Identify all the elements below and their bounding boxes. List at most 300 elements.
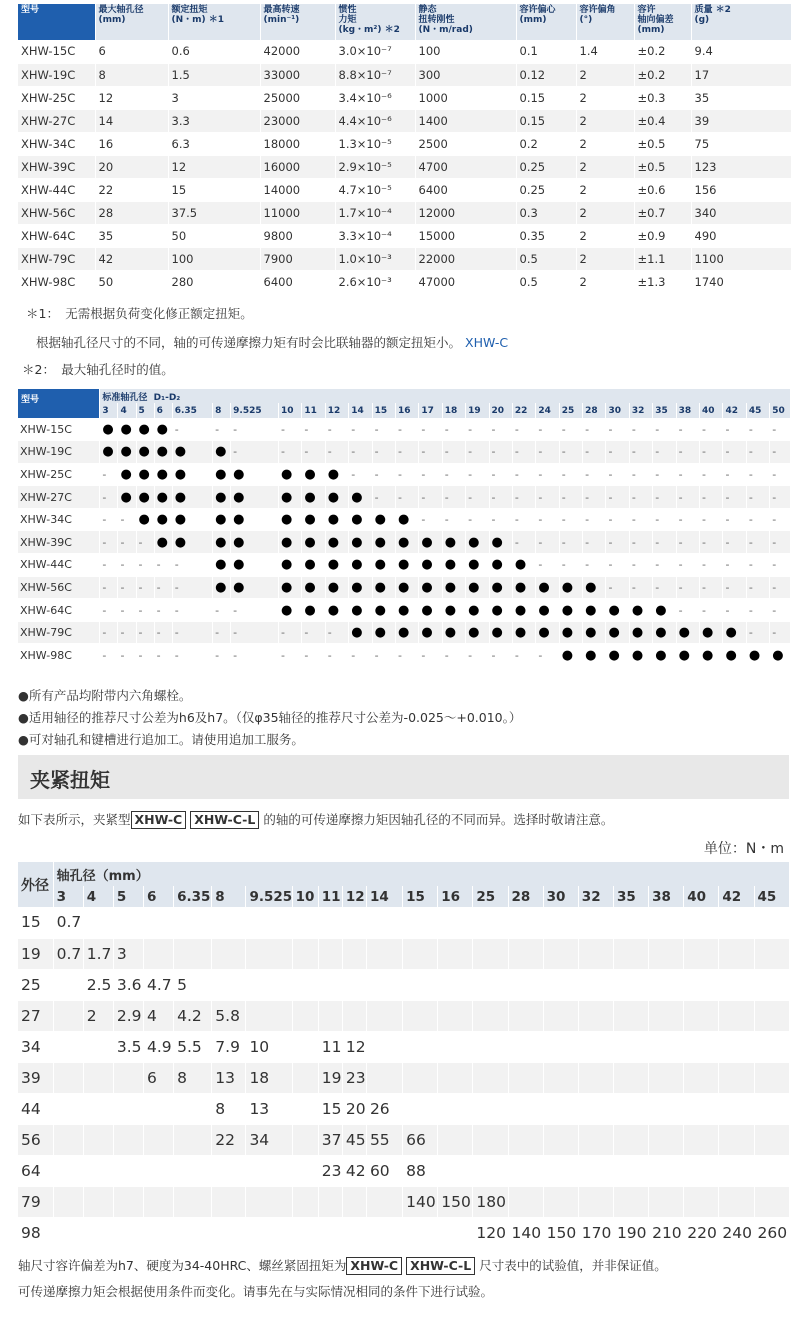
clamp-size-row [18, 886, 790, 907]
header-stiffness [415, 4, 516, 40]
clamp-torque-cell [684, 969, 719, 1000]
spec-cell-inertia: 1.3×10⁻⁵ [335, 132, 415, 155]
available-dot: ● [466, 554, 489, 577]
clamp-torque-cell [342, 969, 366, 1000]
clamp-torque-cell [366, 1031, 402, 1062]
spec-cell-stiffness: 300 [415, 63, 516, 86]
unavailable-dash: - [770, 418, 791, 441]
unavailable-dash: - [676, 463, 699, 486]
clamp-torque-cell [212, 969, 246, 1000]
clamp-torque-cell [684, 1155, 719, 1186]
bore-row [18, 599, 791, 622]
spec-cell-model: XHW-64C [18, 224, 95, 247]
footer-box2: XHW-C-L [406, 1257, 475, 1275]
clamp-torque-cell: 66 [403, 1124, 438, 1155]
clamp-torque-cell [719, 1186, 754, 1217]
unavailable-dash: - [629, 531, 652, 554]
unavailable-dash: - [395, 644, 418, 667]
unavailable-dash: - [583, 486, 606, 509]
clamp-size-header: 6 [144, 886, 174, 907]
unavailable-dash: - [770, 576, 791, 599]
unavailable-dash: - [746, 576, 769, 599]
clamp-torque-cell [403, 907, 438, 938]
clamp-row-od: 27 [18, 1000, 53, 1031]
available-dot: ● [325, 531, 348, 554]
spec-cell-inertia: 2.6×10⁻³ [335, 270, 415, 293]
unavailable-dash: - [118, 554, 136, 577]
clamp-torque-cell [53, 969, 83, 1000]
clamp-size-header: 25 [473, 886, 508, 907]
clamp-torque-cell [366, 1062, 402, 1093]
unavailable-dash: - [489, 486, 512, 509]
header-ang-unit: (°) [579, 15, 593, 25]
available-dot: ● [746, 644, 769, 667]
spec-row [18, 224, 791, 247]
unavailable-dash: - [512, 486, 535, 509]
clamp-torque-cell [613, 969, 648, 1000]
header-torque [168, 4, 260, 40]
clamp-torque-cell: 34 [246, 1124, 292, 1155]
unavailable-dash: - [700, 441, 723, 464]
footer-box1: XHW-C [346, 1257, 402, 1275]
unavailable-dash: - [349, 418, 372, 441]
clamp-size-header: 45 [754, 886, 790, 907]
header-inertia-label2: 力矩 [338, 15, 357, 25]
clamp-torque-cell [403, 938, 438, 969]
clamp-torque-cell: 2.9 [113, 1000, 143, 1031]
available-dot: ● [279, 486, 302, 509]
available-dot: ● [154, 486, 172, 509]
bore-size-header: 17 [419, 403, 442, 418]
unavailable-dash: - [419, 644, 442, 667]
spec-cell-mass: 156 [691, 178, 791, 201]
spec-cell-angle: 2 [576, 63, 634, 86]
clamp-size-header: 40 [684, 886, 719, 907]
available-dot: ● [372, 621, 395, 644]
available-dot: ● [466, 599, 489, 622]
clamp-torque-cell [292, 1186, 318, 1217]
spec-cell-rated-torque: 15 [168, 178, 260, 201]
unavailable-dash: - [154, 554, 172, 577]
clamp-torque-cell [543, 1062, 578, 1093]
clamp-intro-box2: XHW-C-L [190, 811, 259, 829]
unavailable-dash: - [746, 486, 769, 509]
available-dot: ● [118, 463, 136, 486]
unavailable-dash: - [583, 418, 606, 441]
bore-size-header: 19 [466, 403, 489, 418]
clamp-row-od: 25 [18, 969, 53, 1000]
clamp-torque-cell [292, 1124, 318, 1155]
available-dot: ● [302, 486, 325, 509]
unavailable-dash: - [372, 441, 395, 464]
clamp-torque-cell [719, 1000, 754, 1031]
clamp-torque-cell [543, 1000, 578, 1031]
clamp-torque-cell [719, 907, 754, 938]
available-dot: ● [395, 599, 418, 622]
header-torque-label: 额定扭矩 [171, 5, 208, 15]
available-dot: ● [136, 486, 154, 509]
unavailable-dash: - [325, 644, 348, 667]
unavailable-dash: - [606, 463, 629, 486]
unavailable-dash: - [395, 463, 418, 486]
unavailable-dash: - [442, 463, 465, 486]
available-dot: ● [372, 599, 395, 622]
unavailable-dash: - [606, 486, 629, 509]
clamp-torque-cell [342, 1000, 366, 1031]
available-dot: ● [653, 621, 676, 644]
unavailable-dash: - [676, 486, 699, 509]
clamp-torque-cell: 8 [174, 1062, 212, 1093]
bore-row [18, 621, 791, 644]
unavailable-dash: - [700, 599, 723, 622]
bore-row-model: XHW-19C [18, 441, 100, 464]
clamp-torque-cell [578, 907, 613, 938]
available-dot: ● [559, 621, 582, 644]
clamp-torque-cell [508, 1186, 543, 1217]
spec-cell-rated-torque: 100 [168, 247, 260, 270]
unavailable-dash: - [136, 644, 154, 667]
clamp-torque-cell [754, 1124, 790, 1155]
available-dot: ● [583, 599, 606, 622]
unavailable-dash: - [466, 418, 489, 441]
unavailable-dash: - [676, 531, 699, 554]
clamp-size-header: 42 [719, 886, 754, 907]
clamp-torque-cell [543, 938, 578, 969]
unavailable-dash: - [213, 418, 231, 441]
spec-cell-inertia: 4.4×10⁻⁶ [335, 109, 415, 132]
unavailable-dash: - [100, 644, 118, 667]
unavailable-dash: - [442, 508, 465, 531]
available-dot: ● [559, 599, 582, 622]
unavailable-dash: - [118, 531, 136, 554]
available-dot: ● [231, 486, 279, 509]
clamp-torque-cell [212, 907, 246, 938]
clamp-torque-cell [719, 1093, 754, 1124]
clamp-size-header: 12 [342, 886, 366, 907]
header-bore-label: 最大轴孔径 [98, 5, 144, 15]
unavailable-dash: - [536, 531, 559, 554]
available-dot: ● [559, 644, 582, 667]
header-torque-note: ＊1 [208, 15, 225, 25]
available-dot: ● [325, 576, 348, 599]
clamp-torque-cell [754, 969, 790, 1000]
available-dot: ● [231, 508, 279, 531]
unavailable-dash: - [653, 531, 676, 554]
clamp-torque-cell [83, 1186, 113, 1217]
bullet-1: ●所有产品均附带内六角螺栓。 [18, 688, 192, 703]
clamp-torque-cell: 13 [212, 1062, 246, 1093]
available-dot: ● [629, 599, 652, 622]
available-dot: ● [419, 599, 442, 622]
clamp-torque-cell [292, 1093, 318, 1124]
clamp-torque-cell [684, 938, 719, 969]
bore-row-model: XHW-56C [18, 576, 100, 599]
unit-label: 单位：N・m [703, 841, 784, 857]
spec-cell-inertia: 8.8×10⁻⁷ [335, 63, 415, 86]
available-dot: ● [118, 486, 136, 509]
clamp-torque-cell [144, 1093, 174, 1124]
available-dot: ● [279, 554, 302, 577]
spec-cell-stiffness: 1000 [415, 86, 516, 109]
unavailable-dash: - [442, 418, 465, 441]
clamp-torque-cell [174, 938, 212, 969]
available-dot: ● [213, 463, 231, 486]
spec-cell-max-speed: 14000 [260, 178, 335, 201]
clamp-torque-cell: 220 [684, 1217, 719, 1248]
unavailable-dash: - [136, 576, 154, 599]
spec-cell-stiffness: 47000 [415, 270, 516, 293]
unavailable-dash: - [279, 644, 302, 667]
bore-size-header: 42 [723, 403, 746, 418]
available-dot: ● [372, 508, 395, 531]
available-dot: ● [536, 576, 559, 599]
bore-row [18, 486, 791, 509]
available-dot: ● [512, 554, 535, 577]
clamp-torque-cell [473, 1093, 508, 1124]
clamp-torque-cell [292, 1000, 318, 1031]
unavailable-dash: - [419, 486, 442, 509]
available-dot: ● [372, 576, 395, 599]
spec-cell-stiffness: 12000 [415, 201, 516, 224]
unavailable-dash: - [302, 644, 325, 667]
header-stiffness-label2: 扭转刚性 [418, 15, 455, 25]
unavailable-dash: - [466, 463, 489, 486]
available-dot: ● [172, 508, 212, 531]
clamp-torque-cell [754, 1062, 790, 1093]
clamp-row-od: 19 [18, 938, 53, 969]
spec-cell-stiffness: 6400 [415, 178, 516, 201]
clamp-torque-cell [113, 1186, 143, 1217]
clamp-row [18, 1217, 790, 1248]
spec-row [18, 109, 791, 132]
clamp-torque-cell [366, 1000, 402, 1031]
available-dot: ● [770, 644, 791, 667]
bore-size-row [18, 403, 791, 418]
available-dot: ● [325, 554, 348, 577]
clamp-intro-pre: 如下表所示，夹紧型 [18, 812, 131, 827]
clamp-torque-cell [508, 1155, 543, 1186]
header-ecc-unit: (mm) [519, 15, 547, 25]
clamp-torque-cell [508, 1093, 543, 1124]
clamp-size-header: 35 [613, 886, 648, 907]
spec-row [18, 178, 791, 201]
available-dot: ● [700, 621, 723, 644]
header-axial-unit: (mm) [637, 25, 665, 35]
bore-size-header: 9.525 [231, 403, 279, 418]
bore-row [18, 441, 791, 464]
spec-cell-axial: ±0.5 [634, 132, 691, 155]
unavailable-dash: - [583, 508, 606, 531]
clamp-torque-cell [212, 1155, 246, 1186]
available-dot: ● [536, 621, 559, 644]
clamp-torque-cell: 22 [212, 1124, 246, 1155]
available-dot: ● [154, 463, 172, 486]
spec-cell-mass: 123 [691, 155, 791, 178]
spec-cell-inertia: 3.4×10⁻⁶ [335, 86, 415, 109]
spec-cell-max-speed: 6400 [260, 270, 335, 293]
available-dot: ● [349, 508, 372, 531]
clamp-torque-cell [174, 1217, 212, 1248]
bore-size-header: 8 [213, 403, 231, 418]
spec-cell-angle: 2 [576, 109, 634, 132]
unavailable-dash: - [136, 599, 154, 622]
spec-cell-rated-torque: 12 [168, 155, 260, 178]
clamp-torque-cell [83, 1155, 113, 1186]
clamp-row [18, 938, 790, 969]
unavailable-dash: - [512, 508, 535, 531]
clamp-torque-cell [292, 1062, 318, 1093]
unavailable-dash: - [746, 441, 769, 464]
available-dot: ● [442, 599, 465, 622]
header-stiffness-unit: (N・m/rad) [418, 25, 473, 35]
unavailable-dash: - [676, 508, 699, 531]
bore-row-model: XHW-34C [18, 508, 100, 531]
clamp-torque-cell [473, 1000, 508, 1031]
clamp-torque-cell: 55 [366, 1124, 402, 1155]
available-dot: ● [172, 531, 212, 554]
unavailable-dash: - [100, 531, 118, 554]
unavailable-dash: - [231, 441, 279, 464]
clamp-torque-cell [613, 1031, 648, 1062]
unavailable-dash: - [419, 508, 442, 531]
clamp-torque-cell: 88 [403, 1155, 438, 1186]
spec-cell-model: XHW-98C [18, 270, 95, 293]
unavailable-dash: - [419, 441, 442, 464]
spec-cell-model: XHW-39C [18, 155, 95, 178]
available-dot: ● [723, 621, 746, 644]
spec-cell-axial: ±0.9 [634, 224, 691, 247]
clamp-torque-cell [342, 938, 366, 969]
clamp-torque-cell [144, 1186, 174, 1217]
unavailable-dash: - [100, 599, 118, 622]
spec-cell-mass: 340 [691, 201, 791, 224]
unavailable-dash: - [172, 621, 212, 644]
unavailable-dash: - [154, 599, 172, 622]
clamp-torque-cell: 26 [366, 1093, 402, 1124]
clamp-row [18, 1186, 790, 1217]
clamp-size-header: 10 [292, 886, 318, 907]
clamp-torque-cell [83, 907, 113, 938]
clamp-torque-cell: 23 [318, 1155, 342, 1186]
clamp-torque-cell [649, 1031, 684, 1062]
spec-cell-axial: ±0.4 [634, 109, 691, 132]
spec-cell-rated-torque: 50 [168, 224, 260, 247]
spec-cell-model: XHW-15C [18, 40, 95, 63]
available-dot: ● [100, 441, 118, 464]
available-dot: ● [154, 531, 172, 554]
spec-cell-axial: ±0.2 [634, 40, 691, 63]
spec-cell-rated-torque: 3.3 [168, 109, 260, 132]
clamp-torque-cell [508, 1124, 543, 1155]
spec-row [18, 86, 791, 109]
clamp-torque-cell [613, 1000, 648, 1031]
unavailable-dash: - [118, 508, 136, 531]
clamp-torque-cell [754, 907, 790, 938]
unavailable-dash: - [536, 554, 559, 577]
clamp-torque-cell [754, 1031, 790, 1062]
spec-cell-stiffness: 22000 [415, 247, 516, 270]
unavailable-dash: - [723, 599, 746, 622]
note-1b-text: 根据轴孔径尺寸的不同，轴的可传递摩擦力矩有时会比联轴器的额定扭矩小。 [36, 335, 462, 350]
clamp-torque-cell [473, 938, 508, 969]
available-dot: ● [325, 486, 348, 509]
spec-cell-max-speed: 25000 [260, 86, 335, 109]
unavailable-dash: - [100, 576, 118, 599]
bore-row-model: XHW-64C [18, 599, 100, 622]
available-dot: ● [231, 576, 279, 599]
clamp-torque-cell: 20 [342, 1093, 366, 1124]
clamp-torque-cell [473, 1062, 508, 1093]
note-2: ＊2： 最大轴孔径时的值。 [22, 362, 174, 377]
clamp-row-od: 34 [18, 1031, 53, 1062]
unavailable-dash: - [606, 576, 629, 599]
unavailable-dash: - [746, 508, 769, 531]
available-dot: ● [629, 644, 652, 667]
clamp-torque-cell [438, 938, 473, 969]
clamp-torque-cell [543, 1155, 578, 1186]
clamp-torque-cell [318, 1217, 342, 1248]
unavailable-dash: - [442, 486, 465, 509]
clamp-torque-cell [578, 1124, 613, 1155]
bore-size-header: 3 [100, 403, 118, 418]
available-dot: ● [676, 621, 699, 644]
available-dot: ● [302, 554, 325, 577]
spec-cell-axial: ±0.2 [634, 63, 691, 86]
note-1b-link[interactable]: XHW-C [465, 335, 509, 350]
available-dot: ● [395, 508, 418, 531]
clamp-torque-cell [144, 1155, 174, 1186]
spec-cell-eccentricity: 0.15 [516, 86, 576, 109]
clamp-torque-cell [246, 1000, 292, 1031]
clamp-torque-cell [684, 907, 719, 938]
unavailable-dash: - [746, 554, 769, 577]
unavailable-dash: - [442, 441, 465, 464]
clamp-torque-cell [578, 1000, 613, 1031]
unavailable-dash: - [629, 486, 652, 509]
clamp-torque-cell [473, 1031, 508, 1062]
unavailable-dash: - [606, 441, 629, 464]
unavailable-dash: - [770, 554, 791, 577]
clamp-torque-cell: 140 [403, 1186, 438, 1217]
footer-line-2: 可传递摩擦力矩会根据使用条件而变化。请事先在与实际情况相同的条件下进行试验。 [18, 1284, 494, 1299]
clamp-torque-cell [613, 1155, 648, 1186]
unavailable-dash: - [154, 621, 172, 644]
spec-cell-inertia: 2.9×10⁻⁵ [335, 155, 415, 178]
unavailable-dash: - [583, 441, 606, 464]
available-dot: ● [231, 554, 279, 577]
unavailable-dash: - [325, 621, 348, 644]
bore-group-row [18, 389, 791, 403]
unavailable-dash: - [213, 644, 231, 667]
clamp-torque-cell: 140 [508, 1217, 543, 1248]
clamp-torque-cell [246, 938, 292, 969]
clamp-torque-cell: 11 [318, 1031, 342, 1062]
unavailable-dash: - [559, 554, 582, 577]
spec-cell-mass: 490 [691, 224, 791, 247]
spec-cell-angle: 2 [576, 86, 634, 109]
clamp-torque-cell [613, 1062, 648, 1093]
unavailable-dash: - [746, 621, 769, 644]
unavailable-dash: - [723, 441, 746, 464]
spec-cell-angle: 2 [576, 247, 634, 270]
available-dot: ● [279, 508, 302, 531]
unavailable-dash: - [372, 644, 395, 667]
clamp-torque-cell [403, 1031, 438, 1062]
clamp-torque-cell [438, 1093, 473, 1124]
clamp-row-od: 64 [18, 1155, 53, 1186]
available-dot: ● [325, 599, 348, 622]
unavailable-dash: - [629, 463, 652, 486]
